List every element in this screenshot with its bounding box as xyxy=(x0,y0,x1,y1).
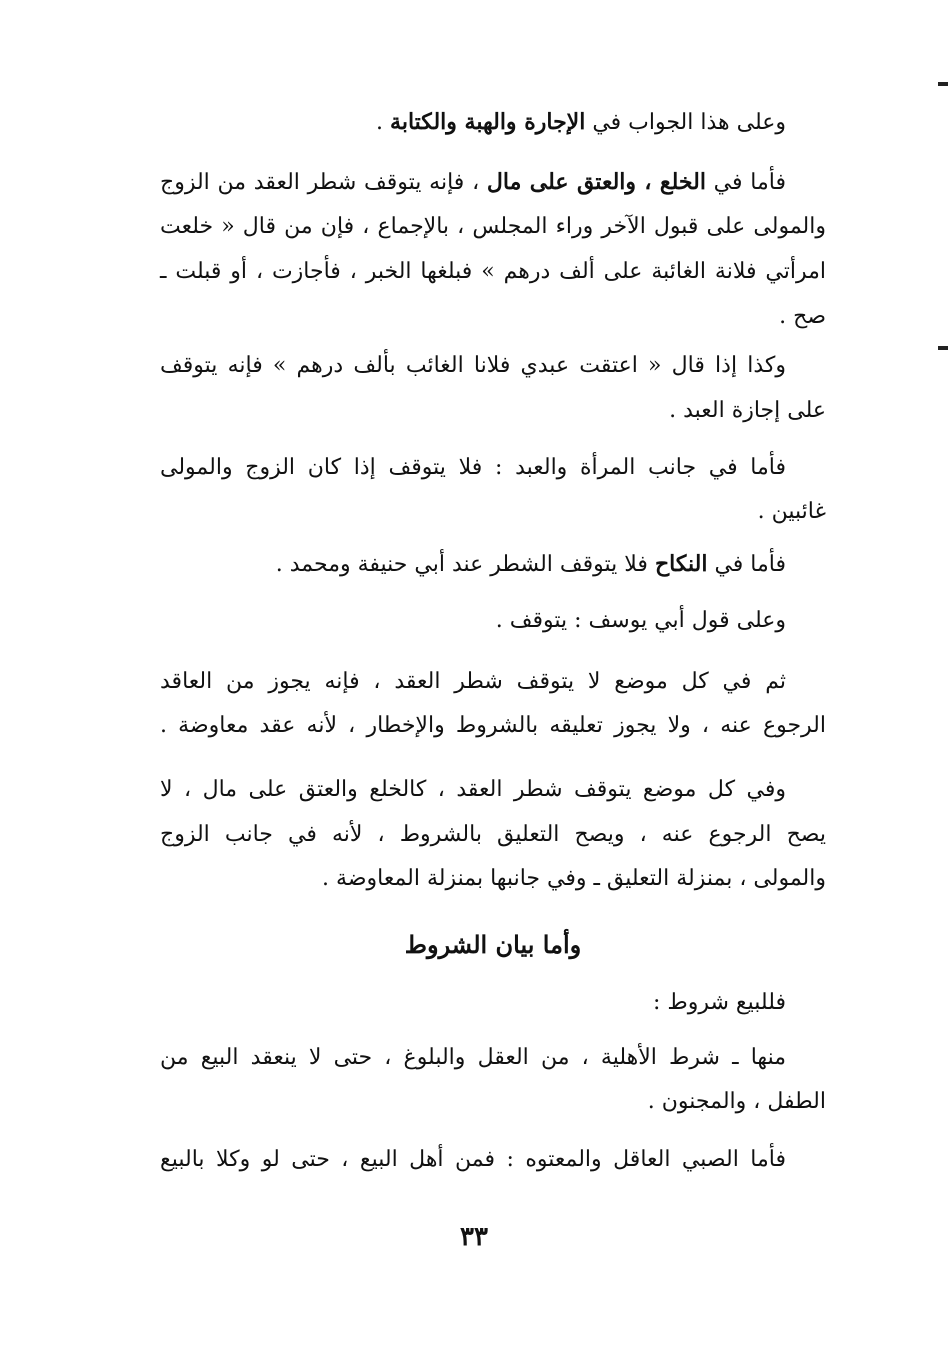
text-line: منها ـ شرط الأهلية ، من العقل والبلوغ ، حتى لا ينعقد البيع من xyxy=(160,1045,786,1070)
text-line: فأما في جانب المرأة والعبد : فلا يتوقف إذا كان الزوج والمولى xyxy=(160,455,786,480)
page-body xyxy=(160,0,826,1372)
text-line: على إجازة العبد . xyxy=(669,398,826,423)
text-line: والمولى على قبول الآخر وراء المجلس ، بالإجماع ، فإن من قال « خلعت xyxy=(160,214,826,239)
edge-mark xyxy=(938,82,948,86)
text-line: صح . xyxy=(779,304,826,329)
edge-mark xyxy=(938,346,948,350)
page-number: ٣٣ xyxy=(460,1222,488,1252)
text-line: وفي كل موضع يتوقف شطر العقد ، كالخلع والعتق على مال ، لا xyxy=(160,777,786,802)
text-line: وكذا إذا قال « اعتقت عبدي فلانا الغائب بألف درهم » فإنه يتوقف xyxy=(160,353,786,378)
text-line: وعلى هذا الجواب في الإجارة والهبة والكتابة . xyxy=(376,109,786,135)
text-line: والمولى ، بمنزلة التعليق ـ وفي جانبها بمنزلة المعاوضة . xyxy=(322,866,826,891)
text-line: فأما الصبي العاقل والمعتوه : فمن أهل البيع ، حتى لو وكلا بالبيع xyxy=(160,1147,786,1172)
text-line: غائبين . xyxy=(757,499,826,524)
section-heading: وأما بيان الشروط xyxy=(404,930,582,959)
text-line: يصح الرجوع عنه ، ويصح التعليق بالشروط ، لأنه في جانب الزوج xyxy=(160,822,826,847)
text-line: وعلى قول أبي يوسف : يتوقف . xyxy=(495,608,786,633)
text-line: ثم في كل موضع لا يتوقف شطر العقد ، فإنه يجوز من العاقد xyxy=(160,669,786,694)
text-line: امرأتي فلانة الغائبة على ألف درهم » فبلغها الخبر ، فأجازت ، أو قبلت ـ xyxy=(160,259,826,284)
text-line: الطفل ، والمجنون . xyxy=(647,1089,826,1114)
text-line: فللبيع شروط : xyxy=(652,990,786,1015)
text-line: فأما في الخلع ، والعتق على مال ، فإنه يتوقف شطر العقد من الزوج xyxy=(160,169,786,195)
text-line: فأما في النكاح فلا يتوقف الشطر عند أبي حنيفة ومحمد . xyxy=(275,551,786,577)
text-line: الرجوع عنه ، ولا يجوز تعليقه بالشروط والإخطار ، لأنه عقد معاوضة . xyxy=(160,713,826,738)
